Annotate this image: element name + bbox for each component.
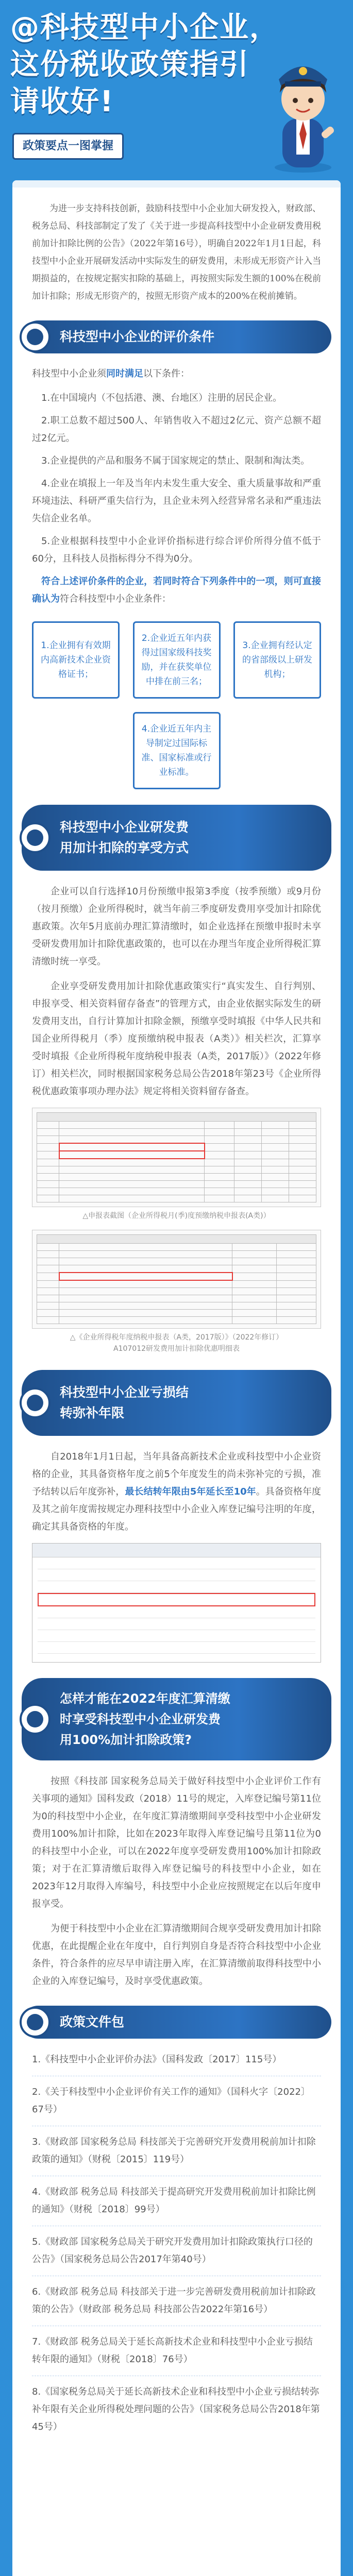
section-banner-deduction	[22, 805, 331, 871]
section-title	[60, 805, 321, 858]
page-title	[10, 9, 278, 121]
condition-boxes-row-2	[32, 712, 321, 789]
form-table	[37, 1234, 316, 1324]
form-header	[32, 1544, 321, 1557]
form-row	[38, 1630, 315, 1642]
lead-text-end: 以下条件：	[143, 368, 190, 379]
bullet-icon	[20, 2007, 51, 2038]
policy-doc-item: 8.《国家税务总局关于延长高新技术企业和科技型中小企业亏损结转弥补年限有关企业所得税处理问题的公告》（国家税务总局公告2018年第45号）	[32, 2386, 320, 2432]
section-banner-howto	[22, 1678, 331, 1760]
loss-paragraph	[32, 1448, 321, 1536]
title-line-3: 请收好!	[10, 85, 114, 118]
title-line-1: @科技型中小企业，	[10, 11, 279, 44]
section-banner-evaluation	[22, 320, 331, 353]
form-table	[37, 1112, 316, 1202]
title-line-2: 这份税收政策指引	[10, 48, 249, 81]
condition-item: 5.企业根据科技型中小企业评价指标进行综合评价所得分值不低于60分，且科技人员指标得分不得为0分。	[32, 536, 321, 564]
loss-text: 自2018年1月1日起，当年具备高新技术企业或科技型中小企业资格的企业，其具备资格年度之前5个年度发生的尚未弥补完的亏损，准予结转以后年度弥补，	[32, 1451, 321, 1497]
section-title	[60, 1370, 321, 1423]
condition-item: 2.职工总数不超过500人、年销售收入不超过2亿元、资产总额不超过2亿元。	[32, 415, 321, 444]
section-banner-docs	[22, 2006, 331, 2039]
condition-box: 1.企业拥有有效期内高新技术企业资格证书；	[32, 621, 120, 699]
deduction-paragraph-2: 企业享受研发费用加计扣除优惠政策实行“真实发生、自行判别、申报享受、相关资料留存备查”的管理方式，由企业依据实际发生的研发费用支出，自行计算加计扣除金额，预缴享受时填报《中华人民共和国企业所得税月（季）度预缴纳税申报表（A类）》相关栏次，汇算享受时填报《企业所得税年度纳税申报表（A类，2017版）》（2022年修订）相关栏次，同时根据国家税务总局公告2018年第23号《企业所得税优惠政策事项办理办法》规定将相关资料留存备查。	[32, 981, 321, 1097]
section-title-line: 用加计扣除的享受方式	[60, 840, 189, 855]
content-card	[12, 180, 341, 2576]
condition-boxes	[32, 621, 321, 699]
section-title: 科技型中小企业的评价条件	[60, 329, 215, 344]
policy-tag: 政策要点一图掌握	[12, 133, 124, 160]
bullet-icon	[20, 822, 51, 853]
note-emphasis: 则可直接确认为	[32, 576, 321, 604]
section-title-line: 用100%加计扣除政策?	[60, 1733, 192, 1747]
form-row	[38, 1581, 315, 1593]
annual-form-screenshot	[32, 1230, 321, 1329]
policy-doc-item: 3.《财政部 国家税务总局 科技部关于完善研究开发费用税前加计扣除政策的通知》（财税〔2015〕119号）	[32, 2133, 321, 2176]
registration-form-screenshot	[32, 1543, 321, 1663]
lead-text: 科技型中小企业须	[32, 368, 106, 379]
section-title-line: 科技型中小企业亏损结	[60, 1385, 189, 1400]
direct-confirm-note	[32, 573, 321, 608]
condition-box: 2.企业近五年内获得过国家级科技奖励，并在获奖单位中排在前三名；	[133, 621, 221, 699]
intro-paragraph: 为进一步支持科技创新，鼓励科技型中小企业加大研发投入，财政部、税务总局、科技部制定了发了《关于进一步提高科技型中小企业研发费用税前加计扣除比例的公告》（2022年第16号），明确自2022年1月1日起，科技型中小企业开展研发活动中实际发生的研发费用，未形成无形资产计入当期损益的，在按规定据实扣除的基础上，再按照实际发生额的100%在税前加计扣除；形成无形资产的，按照无形资产成本的200%在税前摊销。	[32, 204, 321, 301]
howto-paragraph-2: 为便于科技型中小企业在汇算清缴期间合规享受研发费用加计扣除优惠，在此提醒企业在年度中，自行判别自身是否符合科技型中小企业条件，符合条件的应尽早申请注册入库，在汇算清缴前取得科技型中小企业的入库登记编号，及时享受优惠政策。	[32, 1923, 321, 1987]
caption-line: △《企业所得税年度纳税申报表（A类，2017版）》（2022年修订）	[70, 1333, 283, 1342]
note-text-end: 符合科技型中小企业条件：	[60, 594, 171, 604]
conditions-lead	[32, 366, 321, 382]
policy-doc-item: 4.《财政部 税务总局 科技部关于提高研究开发费用税前加计扣除比例的通知》（财税〔2018〕99号）	[32, 2183, 321, 2226]
condition-box: 4.企业近五年内主导制定过国际标准、国家标准或行业标准。	[133, 712, 221, 789]
form-row	[38, 1642, 315, 1654]
form-row-highlighted	[38, 1593, 315, 1606]
form-row	[38, 1569, 315, 1581]
policy-doc-item: 2.《关于科技型中小企业评价有关工作的通知》（国科火字〔2022〕67号）	[32, 2083, 321, 2126]
policy-doc-item: 6.《财政部 税务总局 科技部关于进一步完善研发费用税前加计扣除政策的公告》（财政部 税务总局 科技部公告2022年第16号）	[32, 2283, 321, 2326]
section-banner-loss	[22, 1370, 331, 1436]
condition-item: 1.在中国境内（不包括港、澳、台地区）注册的居民企业。	[41, 393, 282, 403]
form-row	[38, 1606, 315, 1618]
section-title-line: 转弥补年限	[60, 1405, 125, 1420]
loss-emphasis: 最长结转年限由5年延长至10年	[125, 1486, 256, 1497]
condition-box: 3.企业拥有经认定的省部级以上研发机构；	[233, 621, 321, 699]
bullet-icon	[20, 1704, 51, 1735]
loss-text-end: 。具备资格年度及其之前年度需按规定办理科技型中小企业入库登记编号注明的年度，确定其具备资格的年度。	[32, 1486, 322, 1532]
condition-item: 3.企业提供的产品和服务不属于国家规定的禁止、限制和淘汰类。	[41, 455, 310, 466]
policy-doc-list	[32, 2051, 321, 2443]
section-title-line: 怎样才能在2022年度汇算清缴	[60, 1691, 230, 1706]
policy-doc-item: 5.《财政部 国家税务总局关于研究开发费用加计扣除政策执行口径的公告》（国家税务总局公告2017年第40号）	[32, 2233, 321, 2276]
form-caption: △申报表截图（企业所得税月(季)度预缴纳税申报表(A类)）	[82, 1212, 271, 1220]
form-row	[38, 1557, 315, 1569]
bullet-icon	[20, 1387, 51, 1418]
mascot-illustration	[264, 57, 342, 175]
form-row	[38, 1618, 315, 1630]
policy-doc-item: 7.《财政部 税务总局关于延长高新技术企业和科技型中小企业亏损结转年限的通知》（财税〔2018〕76号）	[32, 2333, 321, 2376]
deduction-paragraph-1: 企业可以自行选择10月份预缴申报第3季度（按季预缴）或9月份（按月预缴）企业所得税时，就当年前三季度研发费用享受加计扣除优惠政策。次年5月底前办理汇算清缴时，如企业选择在预缴申报时未享受研发费用加计扣除优惠政策的，也可以在办理当年度企业所得税汇算清缴时统一享受。	[32, 886, 321, 967]
note-text: 符合上述评价条件的企业，若同时符合下列条件中的一项，	[41, 576, 284, 587]
section-title-line: 时享受科技型中小企业研发费	[60, 1712, 221, 1726]
condition-item: 4.企业在填报上一年及当年内未发生重大安全、重大质量事故和严重环境违法、科研严重失信行为，且企业未列入经营异常名录和严重违法失信企业名单。	[32, 478, 321, 524]
declaration-form-screenshot	[32, 1108, 321, 1207]
section-title	[60, 1678, 321, 1750]
lead-emphasis: 同时满足	[106, 368, 143, 379]
policy-doc-item: 1.《科技型中小企业评价办法》（国科发政〔2017〕115号）	[32, 2051, 321, 2076]
section-title: 政策文件包	[60, 2014, 125, 2029]
howto-paragraph-1: 按照《科技部 国家税务总局关于做好科技型中小企业评价工作有关事项的通知》国科发政（2018）11号的规定，入库登记编号第11位为0的科技型中小企业，在年度汇算清缴期间享受科技型中小企业研发费用100%加计扣除，比如在2023年取得入库登记编号且第11位为0的科技型中小企业，可以在2022年度享受研发费用100%加计扣除政策；对于在汇算清缴后取得入库登记编号的科技型中小企业，如在2023年12月取得入库编号，科技型中小企业应按照规定在以后年度申报享受。	[32, 1776, 321, 1909]
form-caption	[32, 1332, 321, 1354]
caption-line: A107012研发费用加计扣除优惠明细表	[113, 1345, 240, 1353]
card-top-bar	[12, 180, 341, 188]
bullet-icon	[20, 321, 51, 352]
section-title-line: 科技型中小企业研发费	[60, 820, 189, 835]
